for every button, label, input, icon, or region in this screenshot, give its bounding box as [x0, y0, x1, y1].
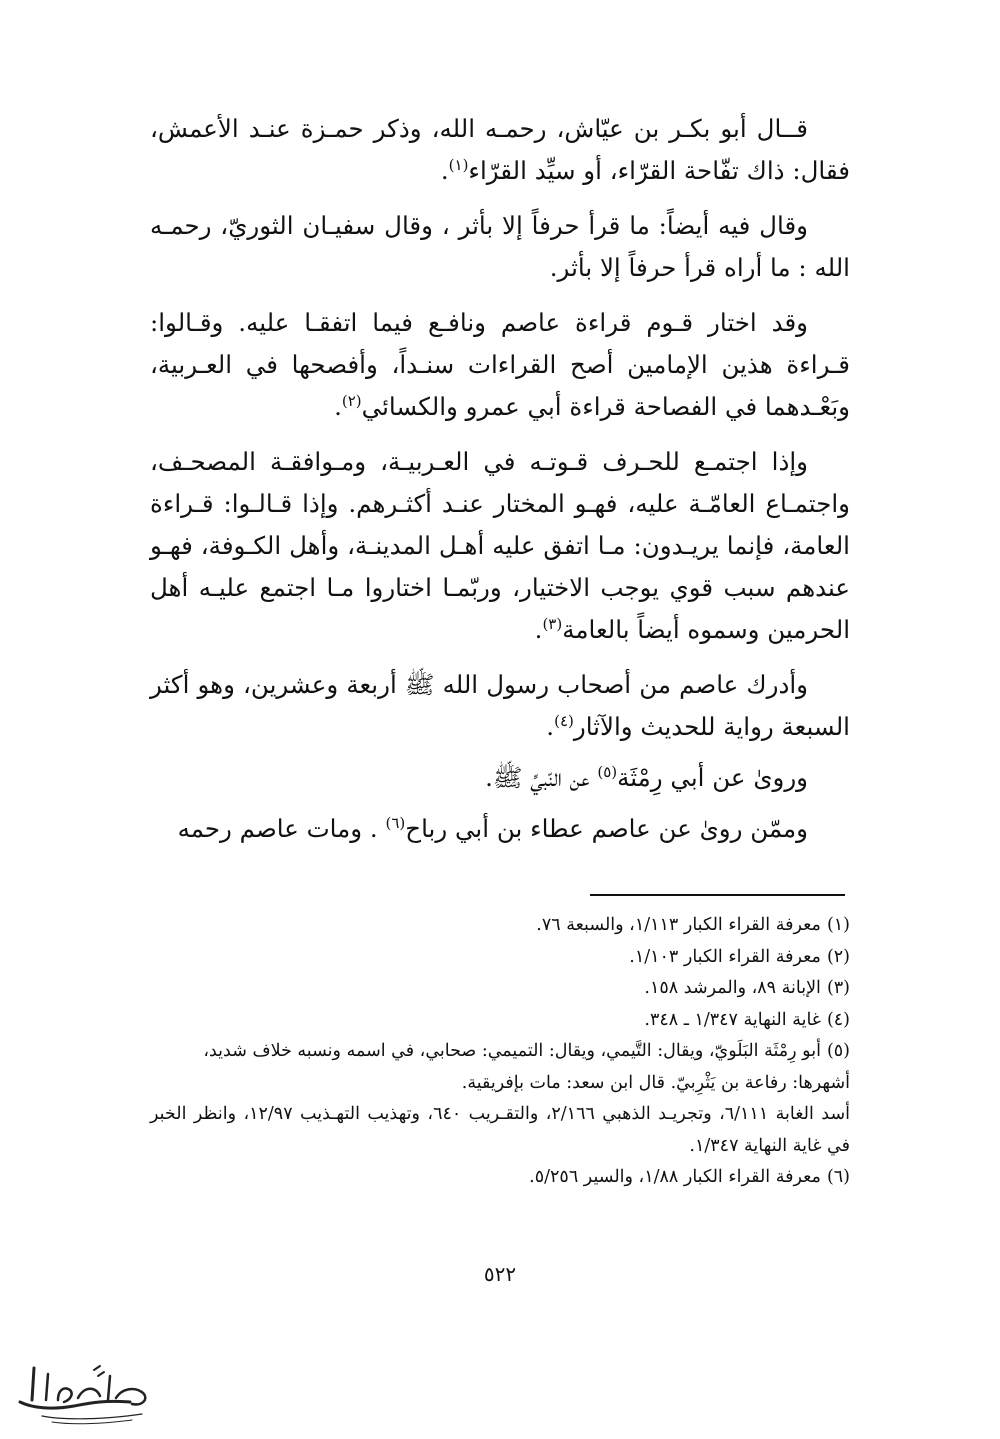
- footnote-separator: [590, 894, 845, 896]
- footnote-ref-5[interactable]: (٥): [597, 762, 618, 781]
- footnote-ref-3[interactable]: (٣): [542, 614, 563, 633]
- footnote-ref-2[interactable]: (٢): [341, 391, 362, 410]
- paragraph-2: وقال فيه أيضاً: ما قرأ حرفاً إلا بأثر ، وقال سفيـان الثوريّ، رحمـه الله : ما أراه قرأ حرفاً إلا بأثر.: [150, 211, 850, 282]
- main-text: [150, 108, 850, 850]
- footnote-2: (٢)معرفة القراء الكبار ١/١٠٣.: [629, 946, 850, 967]
- paragraph-3: وقد اختار قـوم قراءة عاصم ونافـع فيما اتفقـا عليه. وقـالوا: قـراءة هذين الإمامين أصح القراءات سنـداً، وأفصحها في العـربية، وبَعْـدهما في الفصاحة قراءة أبي عمرو والكسائي$^{(٢)}$.: [150, 308, 850, 421]
- footnote-5-sources: أسد الغابة ٦/١١١، وتجريـد الذهبي ٢/١٦٦، والتقـريب ٦٤٠، وتهذيب التهـذيب ١٢/٩٧، وانظر الخبر في غاية النهاية ١/٣٤٧.: [150, 1104, 850, 1156]
- footnote-5: (٥)أبو رِمْثَة البَلَويّ، ويقال: التَّيمي، ويقال: التميمي: صحابي، في اسمه ونسبه خلاف شديد، أشهرها: رفاعة بن يَثْرِبيّ. قال ابن سعد: مات بإفريقية. أسد الغابة ٦/١١١، وتجريـد الذهبي ٢/١٦٦، والتقـريب ٦٤٠، وتهذيب التهـذيب ١٢/٩٧، وانظر الخبر في غاية النهاية ١/٣٤٧.: [150, 1036, 850, 1162]
- footnote-1: (١)معرفة القراء الكبار ١/١١٣، والسبعة ٧٦.: [536, 915, 850, 935]
- footnotes: [150, 910, 850, 1194]
- footnote-ref-6[interactable]: (٦): [385, 813, 406, 832]
- paragraph-7: وممّن روىٰ عن عاصم عطاء بن أبي رباح$^{(٦)}$ . ومات عاصم رحمه: [177, 813, 808, 843]
- paragraph-1: قــال أبو بكـر بن عيّاش، رحمـه الله، وذكر حمـزة عنـد الأعمش، فقال: ذاك تفّاحة القرّاء، أو سيِّد القرّاء$^{(١)}$.: [150, 114, 850, 185]
- footnote-6: (٦)معرفة القراء الكبار ١/٨٨، والسير ٥/٢٥٦.: [529, 1167, 850, 1187]
- paragraph-4: وإذا اجتمـع للحـرف قـوتـه في العـربيـة، ومـوافقـة المصحـف، واجتمـاع العامّـة عليه، فهـو المختار عنـد أكثـرهم. وإذا قـالـوا: قـراءة العامة، فإنما يريـدون: مـا اتفق عليه أهـل المدينـة، وأهل الكـوفة، فهـو عندهم سبب قوي يوجب الاختيار، وربّمـا اختاروا مـا اجتمع عليـه أهل الحرمين وسموه أيضاً بالعامة$^{(٣)}$.: [150, 447, 850, 644]
- paragraph-6: وروىٰ عن أبي رِمْثَة$^{(٥)}$ عن النّبيِّ ﷺ.: [485, 762, 808, 792]
- footnote-4: (٤)غاية النهاية ١/٣٤٧ ـ ٣٤٨.: [644, 1009, 850, 1030]
- footnote-ref-1[interactable]: (١): [448, 155, 469, 174]
- paragraph-5: وأدرك عاصم من أصحاب رسول الله ﷺ أربعة وعشرين، وهو أكثر السبعة رواية للحديث والآثار$^{(٤)}$.: [150, 670, 850, 741]
- calligraphy-seal-icon: [12, 1350, 162, 1430]
- footnote-3: (٣)الإبانة ٨٩، والمرشد ١٥٨.: [644, 978, 850, 998]
- page-number: ٥٢٢: [483, 1262, 517, 1286]
- footnote-ref-4[interactable]: (٤): [554, 711, 574, 730]
